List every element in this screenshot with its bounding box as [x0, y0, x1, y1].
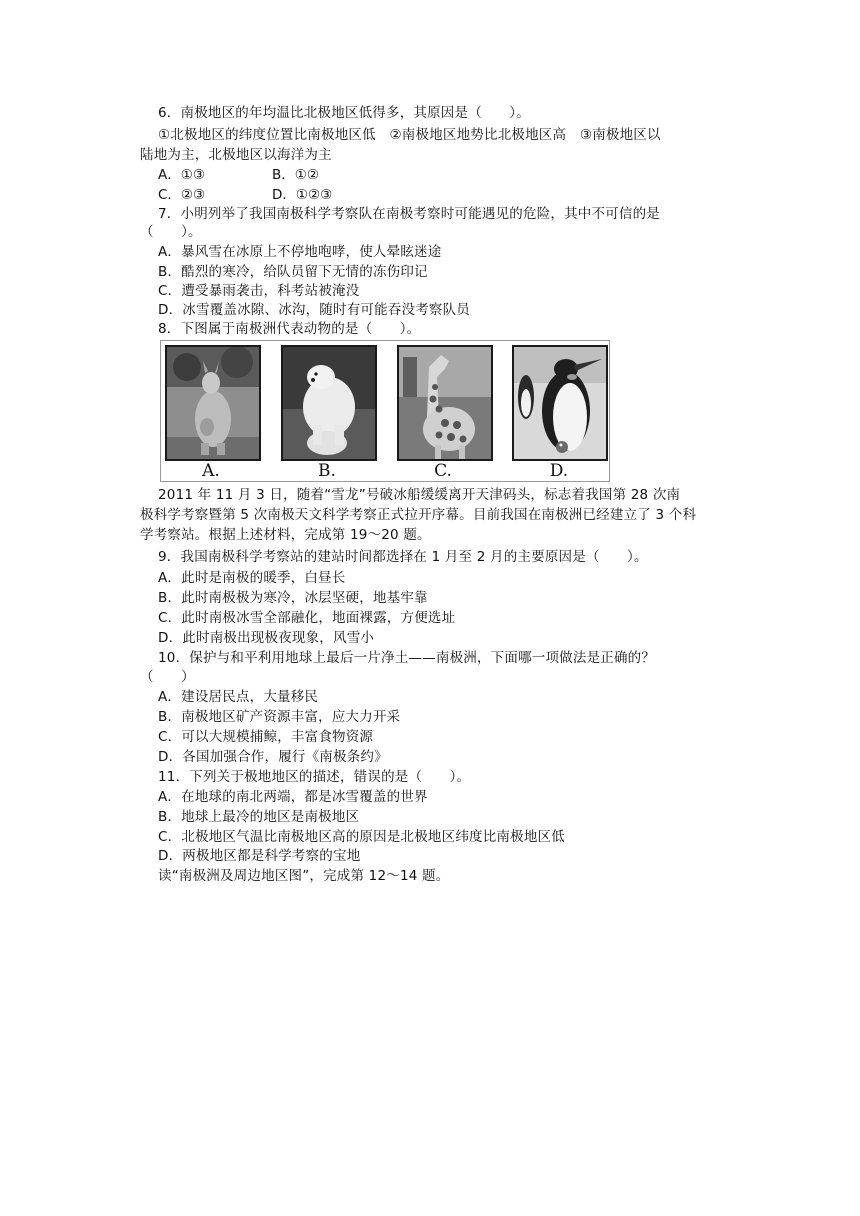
q11-option-c: C．北极地区气温比南极地区高的原因是北极地区纬度比南极地区低: [158, 829, 565, 845]
q6-desc-line2: 陆地为主，北极地区以海洋为主: [140, 147, 332, 163]
q8-label-a: A.: [202, 461, 220, 481]
q9-option-b: B．此时南极极为寒冷，冰层坚硬，地基牢靠: [158, 590, 428, 606]
q8-stem: 8．下图属于南极洲代表动物的是（ ）。: [158, 321, 421, 337]
q8-animal-figure: [160, 340, 610, 482]
q10-option-c: C．可以大规模捕鲸，丰富食物资源: [158, 729, 374, 745]
q9-stem: 9．我国南极科学考察站的建站时间都选择在 1 月至 2 月的主要原因是（ ）。: [158, 549, 648, 565]
q10-option-d: D．各国加强合作，履行《南极条约》: [158, 749, 388, 765]
q9-option-d: D．此时南极出现极夜现象，风雪小: [158, 630, 375, 646]
material-line1: 2011 年 11 月 3 日，随着“雪龙”号破冰船缓缓离开天津码头，标志着我国第 28 次南: [158, 487, 681, 503]
q10-stem-line1: 10．保护与和平利用地球上最后一片净土——南极洲，下面哪一项做法是正确的？: [158, 650, 656, 666]
q6-desc-line1: ①北极地区的纬度位置比南极地区低 ②南极地区地势比北极地区高 ③南极地区以: [158, 127, 661, 143]
read-map-note: 读“南极洲及周边地区图”，完成第 12～14 题。: [158, 868, 450, 884]
material-line2: 极科学考察暨第 5 次南极天文科学考察正式拉开序幕。目前我国在南极洲已经建立了 3 个科: [140, 507, 697, 523]
q11-stem: 11．下列关于极地地区的描述，错误的是（ ）。: [158, 769, 471, 785]
q11-option-a: A．在地球的南北两端，都是冰雪覆盖的世界: [158, 789, 428, 805]
giraffe-photo: [397, 345, 493, 461]
q6-option-c: C．②③: [158, 187, 206, 203]
q8-label-d: D.: [549, 461, 569, 481]
q11-option-d: D．两极地区都是科学考察的宝地: [158, 848, 361, 864]
q9-option-c: C．此时南极冰雪全部融化，地面裸露，方便选址: [158, 610, 456, 626]
kangaroo-photo: [165, 345, 261, 461]
q8-label-c: C.: [434, 461, 452, 481]
material-line3: 学考察站。根据上述材料，完成第 19～20 题。: [140, 527, 431, 543]
q10-option-b: B．南极地区矿产资源丰富，应大力开采: [158, 709, 401, 725]
q8-label-b: B.: [318, 461, 336, 481]
q6-option-d: D．①②③: [272, 187, 333, 203]
q11-option-b: B．地球上最冷的地区是南极地区: [158, 809, 360, 825]
polar-bear-photo: [281, 345, 377, 461]
q6-option-a: A．①③: [158, 167, 205, 183]
q7-stem-line1: 7．小明列举了我国南极科学考察队在南极考察时可能遇见的危险，其中不可信的是: [158, 206, 660, 222]
penguin-photo: [512, 345, 608, 461]
q7-option-b: B．酷烈的寒冷，给队员留下无情的冻伤印记: [158, 264, 428, 280]
q6-option-b: B．①②: [272, 167, 319, 183]
q7-stem-line2: （ ）。: [140, 224, 202, 240]
q10-option-a: A．建设居民点，大量移民: [158, 689, 319, 705]
q6-stem: 6．南极地区的年均温比北极地区低得多，其原因是（ ）。: [158, 105, 530, 121]
q7-option-d: D．冰雪覆盖冰隙、冰沟，随时有可能吞没考察队员: [158, 302, 470, 318]
q7-option-a: A．暴风雪在冰原上不停地咆哮，使人晕眩迷途: [158, 244, 442, 260]
q7-option-c: C．遭受暴雨袭击，科考站被淹没: [158, 283, 360, 299]
q9-option-a: A．此时是南极的暖季，白昼长: [158, 570, 346, 586]
q10-stem-line2: （ ）: [140, 669, 195, 685]
